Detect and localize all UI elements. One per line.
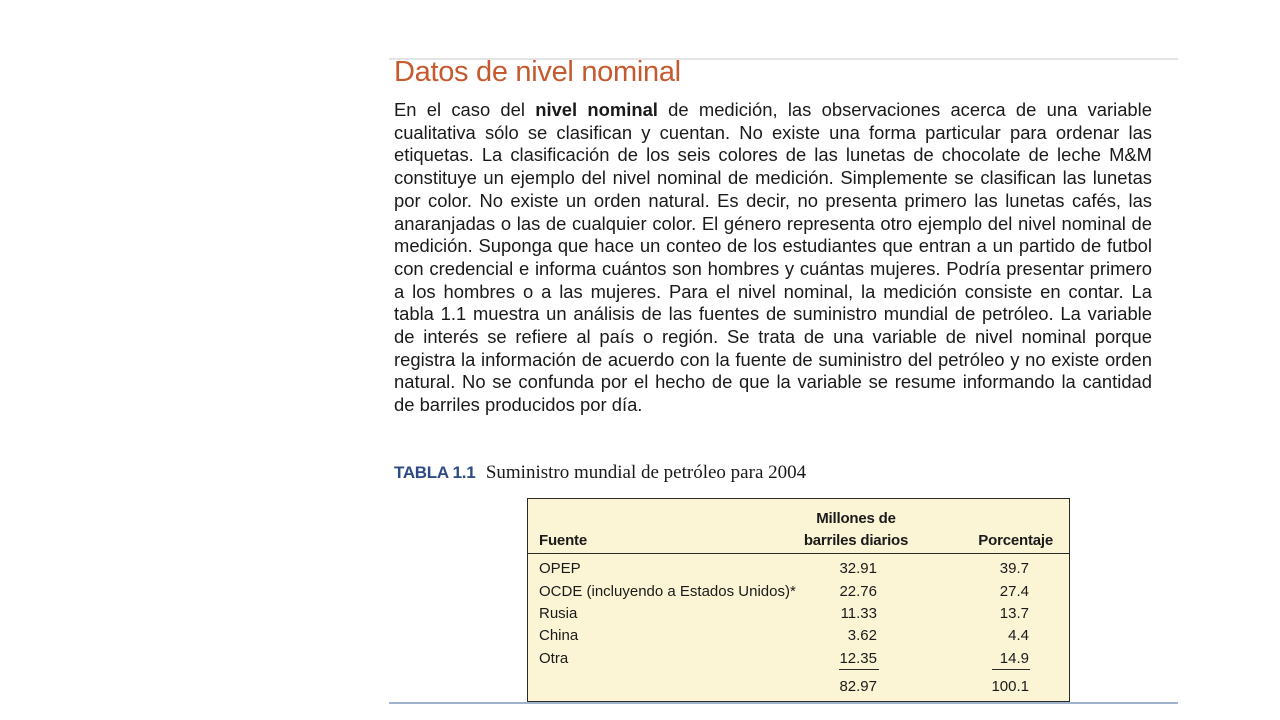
paragraph-lead: En el caso del	[394, 99, 536, 120]
row-millions: 11.33	[840, 605, 877, 622]
table-caption	[394, 462, 806, 484]
row-percent: 27.4	[999, 583, 1029, 600]
row-percent: 39.7	[999, 560, 1029, 577]
bottom-divider	[389, 702, 1178, 704]
oil-supply-table	[527, 498, 1070, 702]
paragraph-rest: de medición, las observaciones acerca de una variable cualitativa sólo se clasifican y cuentan. No existe una forma particular para ordenar las etiquetas. La clasificación de los seis colores de las lunetas de chocolate de leche M&M constituye un ejemplo del nivel nominal de medición. Simplemente se clasifican las lunetas por color. No existe un orden natural. Es decir, no presenta primero las lunetas cafés, las anaranjadas o las de cualquier color. El género representa otro ejemplo del nivel nominal de medición. Suponga que hace un conteo de los estudiantes que entran a un partido de futbol con credencial e informa cuántos son hombres y cuántas mujeres. Podría presentar primero a los hombres o a las mujeres. Para el nivel nominal, la medición consiste en contar. La tabla 1.1 muestra un análisis de las fuentes de suministro mundial de petróleo. La variable de interés se refiere al país o región. Se trata de una variable de nivel nominal porque registra la información de acuerdo con la fuente de suministro del petróleo y no existe orden natural. No se confunda por el hecho de que la variable se resume informando la cantidad de barriles producidos por día.	[394, 99, 1152, 416]
row-millions: 12.35	[839, 650, 877, 667]
row-source: China	[539, 627, 579, 644]
paragraph-bold-term: nivel nominal	[535, 99, 658, 120]
sum-rule-millions	[839, 669, 879, 670]
row-percent: 14.9	[999, 650, 1029, 667]
header-percent: Porcentaje	[978, 532, 1053, 549]
row-millions: 22.76	[839, 583, 877, 600]
header-millions-line1: Millones de	[816, 510, 896, 527]
row-source: Rusia	[539, 605, 578, 622]
section-heading: Datos de nivel nominal	[394, 56, 681, 88]
table-number: TABLA 1.1	[394, 463, 476, 482]
row-source: OCDE (incluyendo a Estados Unidos)*	[539, 583, 796, 600]
header-divider	[528, 553, 1069, 554]
row-millions: 32.91	[839, 560, 877, 577]
row-percent: 4.4	[1008, 627, 1029, 644]
header-millions-line2: barriles diarios	[803, 532, 909, 549]
table-title: Suministro mundial de petróleo para 2004	[485, 462, 807, 483]
body-paragraph	[394, 99, 1152, 417]
row-percent: 13.7	[999, 605, 1029, 622]
total-millions: 82.97	[839, 678, 877, 695]
row-millions: 3.62	[847, 627, 877, 644]
row-source: Otra	[539, 650, 569, 667]
row-source: OPEP	[539, 560, 581, 577]
total-percent: 100.1	[991, 678, 1029, 695]
sum-rule-percent	[992, 669, 1030, 670]
header-source: Fuente	[539, 532, 587, 549]
